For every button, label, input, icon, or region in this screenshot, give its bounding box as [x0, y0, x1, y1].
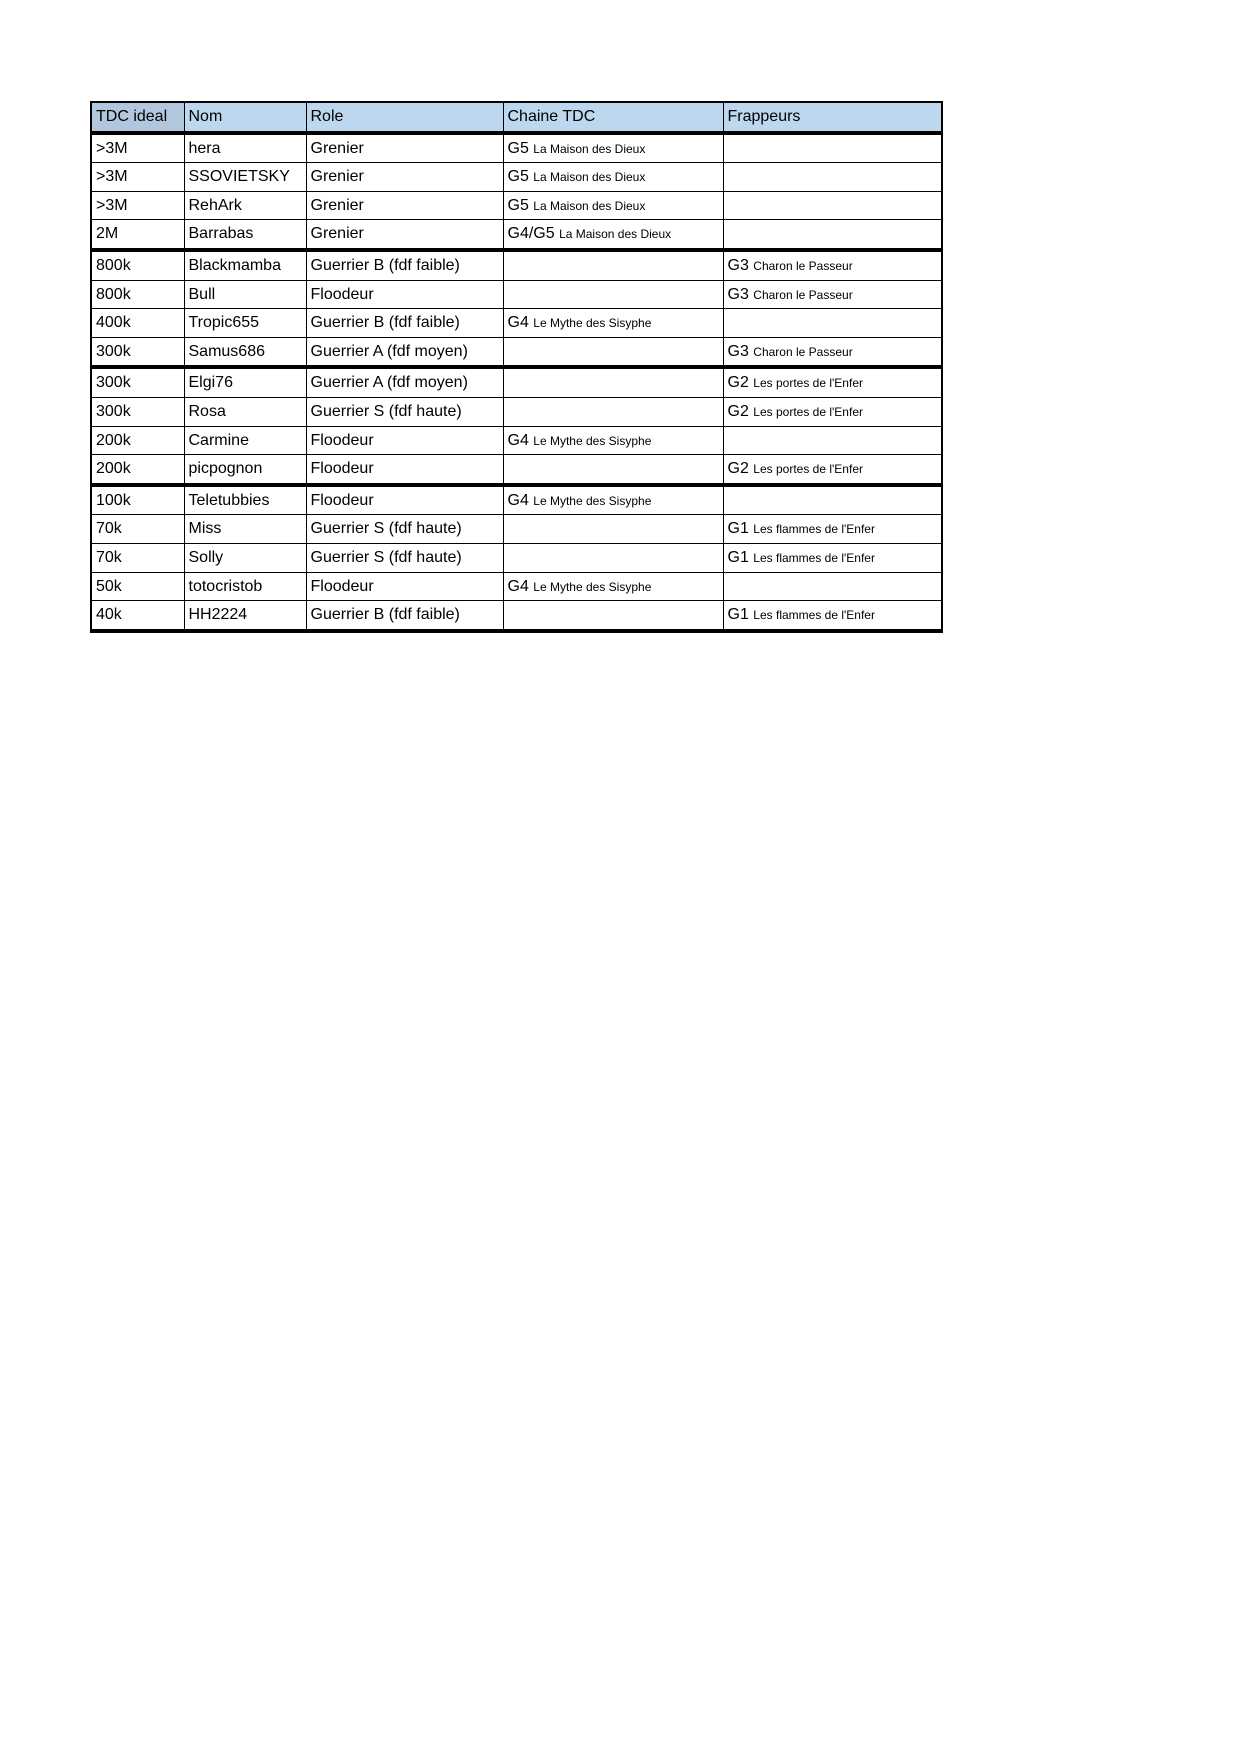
- chaine-group-label: Le Mythe des Sisyphe: [533, 579, 652, 594]
- cell-nom: Blackmamba: [184, 250, 306, 280]
- cell-nom: Barrabas: [184, 220, 306, 250]
- chaine-group-prefix: G4/G5: [507, 225, 560, 243]
- cell-chaine-tdc: [503, 337, 723, 367]
- frappeurs-group-prefix: G1: [727, 606, 754, 624]
- cell-role: Grenier: [306, 133, 503, 163]
- chaine-group-prefix: G5: [507, 139, 534, 157]
- cell-tdc-ideal: 2M: [91, 220, 184, 250]
- table-row: [91, 601, 942, 631]
- cell-frappeurs: [723, 485, 942, 515]
- cell-frappeurs: [723, 133, 942, 163]
- chaine-group-prefix: G5: [507, 168, 534, 186]
- cell-nom: picpognon: [184, 455, 306, 485]
- cell-nom: HH2224: [184, 601, 306, 631]
- cell-chaine-tdc: [503, 367, 723, 397]
- roster-sheet: [90, 101, 943, 633]
- table-row: [91, 485, 942, 515]
- cell-role: Floodeur: [306, 426, 503, 455]
- cell-tdc-ideal: 70k: [91, 543, 184, 572]
- table-row: [91, 133, 942, 163]
- cell-nom: Miss: [184, 515, 306, 544]
- cell-chaine-tdc: [503, 397, 723, 426]
- chaine-group-label: La Maison des Dieux: [533, 141, 646, 156]
- table-row: [91, 337, 942, 367]
- cell-tdc-ideal: >3M: [91, 163, 184, 192]
- table-row: [91, 191, 942, 220]
- cell-frappeurs: [723, 515, 942, 544]
- table-row: [91, 543, 942, 572]
- cell-frappeurs: [723, 337, 942, 367]
- cell-tdc-ideal: 300k: [91, 337, 184, 367]
- cell-chaine-tdc: [503, 515, 723, 544]
- cell-chaine-tdc: [503, 426, 723, 455]
- table-row: [91, 220, 942, 250]
- chaine-group-label: Le Mythe des Sisyphe: [533, 493, 652, 508]
- cell-nom: Elgi76: [184, 367, 306, 397]
- table-row: [91, 309, 942, 338]
- cell-tdc-ideal: 200k: [91, 455, 184, 485]
- cell-frappeurs: [723, 426, 942, 455]
- frappeurs-group-prefix: G3: [727, 285, 754, 303]
- cell-tdc-ideal: 400k: [91, 309, 184, 338]
- frappeurs-group-prefix: G2: [727, 460, 754, 478]
- cell-frappeurs: [723, 572, 942, 601]
- cell-chaine-tdc: [503, 572, 723, 601]
- frappeurs-group-label: Les flammes de l'Enfer: [753, 522, 875, 537]
- cell-role: Floodeur: [306, 455, 503, 485]
- cell-role: Guerrier A (fdf moyen): [306, 337, 503, 367]
- cell-nom: Carmine: [184, 426, 306, 455]
- cell-frappeurs: [723, 191, 942, 220]
- cell-chaine-tdc: [503, 280, 723, 309]
- frappeurs-group-prefix: G3: [727, 342, 754, 360]
- frappeurs-group-label: Charon le Passeur: [753, 344, 853, 359]
- chaine-group-prefix: G5: [507, 196, 534, 214]
- chaine-group-label: La Maison des Dieux: [533, 170, 646, 185]
- table-row: [91, 397, 942, 426]
- cell-chaine-tdc: [503, 220, 723, 250]
- chaine-group-label: La Maison des Dieux: [559, 227, 672, 242]
- cell-nom: Teletubbies: [184, 485, 306, 515]
- chaine-group-label: Le Mythe des Sisyphe: [533, 316, 652, 331]
- cell-tdc-ideal: 800k: [91, 280, 184, 309]
- table-row: [91, 426, 942, 455]
- frappeurs-group-prefix: G2: [727, 374, 754, 392]
- cell-tdc-ideal: >3M: [91, 191, 184, 220]
- cell-nom: SSOVIETSKY: [184, 163, 306, 192]
- cell-nom: RehArk: [184, 191, 306, 220]
- cell-chaine-tdc: [503, 250, 723, 280]
- cell-tdc-ideal: 300k: [91, 397, 184, 426]
- frappeurs-group-prefix: G1: [727, 548, 754, 566]
- cell-role: Guerrier B (fdf faible): [306, 250, 503, 280]
- column-header-tdc-ideal: TDC ideal: [91, 102, 184, 133]
- frappeurs-group-prefix: G3: [727, 256, 754, 274]
- chaine-group-prefix: G4: [507, 431, 534, 449]
- column-header-nom: Nom: [184, 102, 306, 133]
- cell-role: Floodeur: [306, 485, 503, 515]
- chaine-group-label: La Maison des Dieux: [533, 198, 646, 213]
- column-header-role: Role: [306, 102, 503, 133]
- cell-frappeurs: [723, 250, 942, 280]
- column-header-chaine-tdc: Chaine TDC: [503, 102, 723, 133]
- cell-tdc-ideal: 300k: [91, 367, 184, 397]
- table-row: [91, 250, 942, 280]
- cell-role: Floodeur: [306, 572, 503, 601]
- frappeurs-group-prefix: G2: [727, 402, 754, 420]
- frappeurs-group-label: Les portes de l'Enfer: [753, 462, 863, 477]
- cell-frappeurs: [723, 220, 942, 250]
- cell-role: Guerrier B (fdf faible): [306, 309, 503, 338]
- table-row: [91, 280, 942, 309]
- cell-frappeurs: [723, 309, 942, 338]
- chaine-group-label: Le Mythe des Sisyphe: [533, 433, 652, 448]
- cell-role: Floodeur: [306, 280, 503, 309]
- cell-nom: Solly: [184, 543, 306, 572]
- cell-role: Grenier: [306, 163, 503, 192]
- cell-frappeurs: [723, 543, 942, 572]
- frappeurs-group-label: Charon le Passeur: [753, 258, 853, 273]
- cell-nom: Samus686: [184, 337, 306, 367]
- roster-table: [90, 101, 943, 633]
- header-row: [91, 102, 942, 133]
- cell-role: Guerrier B (fdf faible): [306, 601, 503, 631]
- cell-tdc-ideal: 40k: [91, 601, 184, 631]
- cell-nom: Bull: [184, 280, 306, 309]
- chaine-group-prefix: G4: [507, 491, 534, 509]
- table-body: [91, 133, 942, 631]
- frappeurs-group-label: Les portes de l'Enfer: [753, 404, 863, 419]
- cell-frappeurs: [723, 397, 942, 426]
- cell-tdc-ideal: 200k: [91, 426, 184, 455]
- cell-chaine-tdc: [503, 485, 723, 515]
- frappeurs-group-label: Les flammes de l'Enfer: [753, 608, 875, 623]
- chaine-group-prefix: G4: [507, 314, 534, 332]
- table-row: [91, 455, 942, 485]
- cell-tdc-ideal: 70k: [91, 515, 184, 544]
- table-header: [91, 102, 942, 133]
- cell-frappeurs: [723, 163, 942, 192]
- cell-role: Guerrier A (fdf moyen): [306, 367, 503, 397]
- cell-chaine-tdc: [503, 191, 723, 220]
- cell-tdc-ideal: 100k: [91, 485, 184, 515]
- frappeurs-group-label: Les flammes de l'Enfer: [753, 550, 875, 565]
- cell-chaine-tdc: [503, 455, 723, 485]
- cell-frappeurs: [723, 601, 942, 631]
- cell-chaine-tdc: [503, 543, 723, 572]
- cell-frappeurs: [723, 280, 942, 309]
- cell-nom: Tropic655: [184, 309, 306, 338]
- cell-role: Guerrier S (fdf haute): [306, 543, 503, 572]
- cell-chaine-tdc: [503, 601, 723, 631]
- cell-role: Guerrier S (fdf haute): [306, 397, 503, 426]
- cell-nom: totocristob: [184, 572, 306, 601]
- cell-frappeurs: [723, 455, 942, 485]
- cell-tdc-ideal: >3M: [91, 133, 184, 163]
- frappeurs-group-label: Charon le Passeur: [753, 287, 853, 302]
- frappeurs-group-label: Les portes de l'Enfer: [753, 376, 863, 391]
- cell-role: Grenier: [306, 191, 503, 220]
- cell-nom: Rosa: [184, 397, 306, 426]
- chaine-group-prefix: G4: [507, 577, 534, 595]
- table-row: [91, 163, 942, 192]
- cell-role: Guerrier S (fdf haute): [306, 515, 503, 544]
- frappeurs-group-prefix: G1: [727, 520, 754, 538]
- table-row: [91, 515, 942, 544]
- cell-chaine-tdc: [503, 163, 723, 192]
- table-row: [91, 572, 942, 601]
- column-header-frappeurs: Frappeurs: [723, 102, 942, 133]
- table-row: [91, 367, 942, 397]
- cell-chaine-tdc: [503, 133, 723, 163]
- cell-frappeurs: [723, 367, 942, 397]
- cell-chaine-tdc: [503, 309, 723, 338]
- cell-tdc-ideal: 50k: [91, 572, 184, 601]
- cell-tdc-ideal: 800k: [91, 250, 184, 280]
- cell-nom: hera: [184, 133, 306, 163]
- cell-role: Grenier: [306, 220, 503, 250]
